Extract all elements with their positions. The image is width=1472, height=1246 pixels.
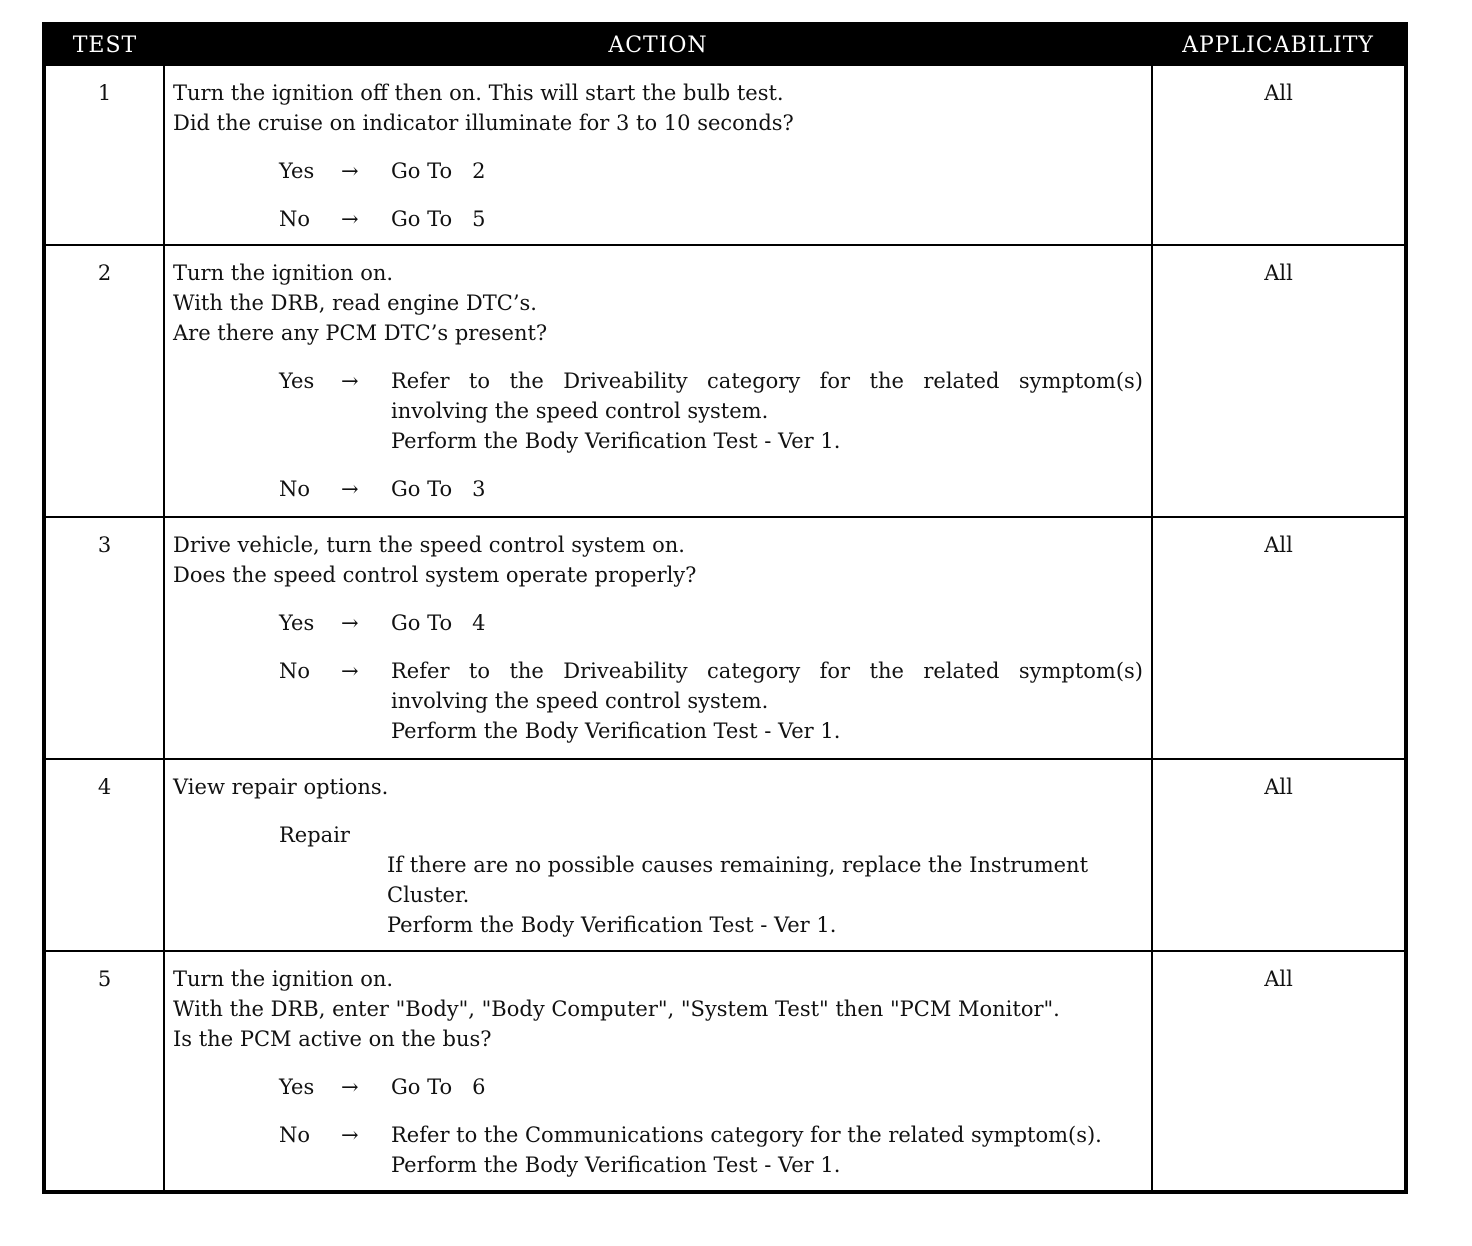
result-line: Go To 6 [391, 1075, 486, 1099]
answer-label: No [279, 207, 311, 231]
applicability-value: All [1152, 245, 1406, 517]
answer-label: Yes [279, 1075, 315, 1099]
result-line: Refer to the Communications category for the related symptom(s). [391, 1123, 1102, 1147]
answer-result [391, 204, 1143, 234]
right-arrow-icon: → [341, 611, 359, 635]
diagnostic-test-table [42, 22, 1408, 1194]
answer-no [173, 1120, 1143, 1180]
result-line: Perform the Body Verification Test - Ver 1. [391, 719, 841, 743]
answer-yes [173, 366, 1150, 456]
header-test: TEST [44, 24, 164, 65]
answer-label: No [279, 659, 311, 683]
instruction-line: Did the cruise on indicator illuminate for 3 to 10 seconds? [173, 111, 794, 135]
test-row-1 [44, 65, 1406, 245]
header-row [44, 24, 1406, 65]
right-arrow-icon: → [341, 369, 359, 393]
instruction-line: With the DRB, enter "Body", "Body Computer", "System Test" then "PCM Monitor". [173, 997, 1060, 1021]
test-number: 4 [44, 759, 164, 951]
result-line: Go To 5 [391, 207, 486, 231]
instruction-line: Turn the ignition off then on. This will start the bulb test. [173, 81, 784, 105]
applicability-value: All [1152, 759, 1406, 951]
applicability-value: All [1152, 65, 1406, 245]
repair-text: Perform the Body Verification Test - Ver 1. [387, 913, 837, 937]
answer-yes [173, 156, 1143, 186]
instruction-line: With the DRB, read engine DTC’s. [173, 291, 537, 315]
action-cell [164, 245, 1152, 517]
instruction-line: Drive vehicle, turn the speed control system on. [173, 533, 685, 557]
test-number: 5 [44, 951, 164, 1192]
applicability-value: All [1152, 517, 1406, 759]
header-applicability: APPLICABILITY [1152, 24, 1406, 65]
answer-label: Yes [279, 611, 315, 635]
answer-result [391, 1072, 1143, 1102]
answer-yes [173, 608, 1143, 638]
action-cell [164, 517, 1152, 759]
instruction-line: View repair options. [173, 775, 389, 799]
answer-result [391, 656, 1150, 746]
answer-label: Yes [279, 159, 315, 183]
applicability-value: All [1152, 951, 1406, 1192]
result-line: Perform the Body Verification Test - Ver 1. [391, 1153, 841, 1177]
test-row-3 [44, 517, 1406, 759]
test-number: 1 [44, 65, 164, 245]
result-line: Go To 4 [391, 611, 486, 635]
action-instructions [173, 258, 1143, 348]
instruction-line: Turn the ignition on. [173, 261, 394, 285]
right-arrow-icon: → [341, 659, 359, 683]
result-line: Refer to the Driveability category for the related symptom(s) involving the speed control system. [391, 369, 1150, 423]
header-action: ACTION [164, 24, 1152, 65]
test-row-4 [44, 759, 1406, 951]
result-line: Go To 3 [391, 477, 486, 501]
answer-result [391, 366, 1150, 456]
answer-label: No [279, 1123, 311, 1147]
answer-result [391, 474, 1143, 504]
test-number: 2 [44, 245, 164, 517]
right-arrow-icon: → [341, 1123, 359, 1147]
repair-label: Repair [279, 823, 350, 847]
instruction-line: Is the PCM active on the bus? [173, 1027, 492, 1051]
answer-yes [173, 1072, 1143, 1102]
answer-label: Yes [279, 369, 315, 393]
action-instructions [173, 78, 1143, 138]
result-line: Perform the Body Verification Test - Ver 1. [391, 429, 841, 453]
answer-result [391, 608, 1143, 638]
right-arrow-icon: → [341, 477, 359, 501]
right-arrow-icon: → [341, 207, 359, 231]
answer-no [173, 474, 1143, 504]
result-line: Refer to the Driveability category for the related symptom(s) involving the speed control system. [391, 659, 1150, 713]
answer-result [391, 156, 1143, 186]
action-cell [164, 65, 1152, 245]
instruction-line: Are there any PCM DTC’s present? [173, 321, 548, 345]
test-number: 3 [44, 517, 164, 759]
instruction-line: Does the speed control system operate properly? [173, 563, 697, 587]
action-instructions [173, 530, 1143, 590]
right-arrow-icon: → [341, 159, 359, 183]
answer-no [173, 656, 1150, 746]
instruction-line: Turn the ignition on. [173, 967, 394, 991]
test-row-5 [44, 951, 1406, 1192]
result-line: Go To 2 [391, 159, 486, 183]
answer-no [173, 204, 1143, 234]
action-cell [164, 951, 1152, 1192]
action-instructions [173, 964, 1143, 1054]
right-arrow-icon: → [341, 1075, 359, 1099]
action-instructions [173, 772, 1143, 802]
action-cell [164, 759, 1152, 951]
test-row-2 [44, 245, 1406, 517]
answer-label: No [279, 477, 311, 501]
answer-result [391, 1120, 1143, 1180]
repair-text: If there are no possible causes remaining, replace the Instrument Cluster. [387, 853, 1089, 907]
